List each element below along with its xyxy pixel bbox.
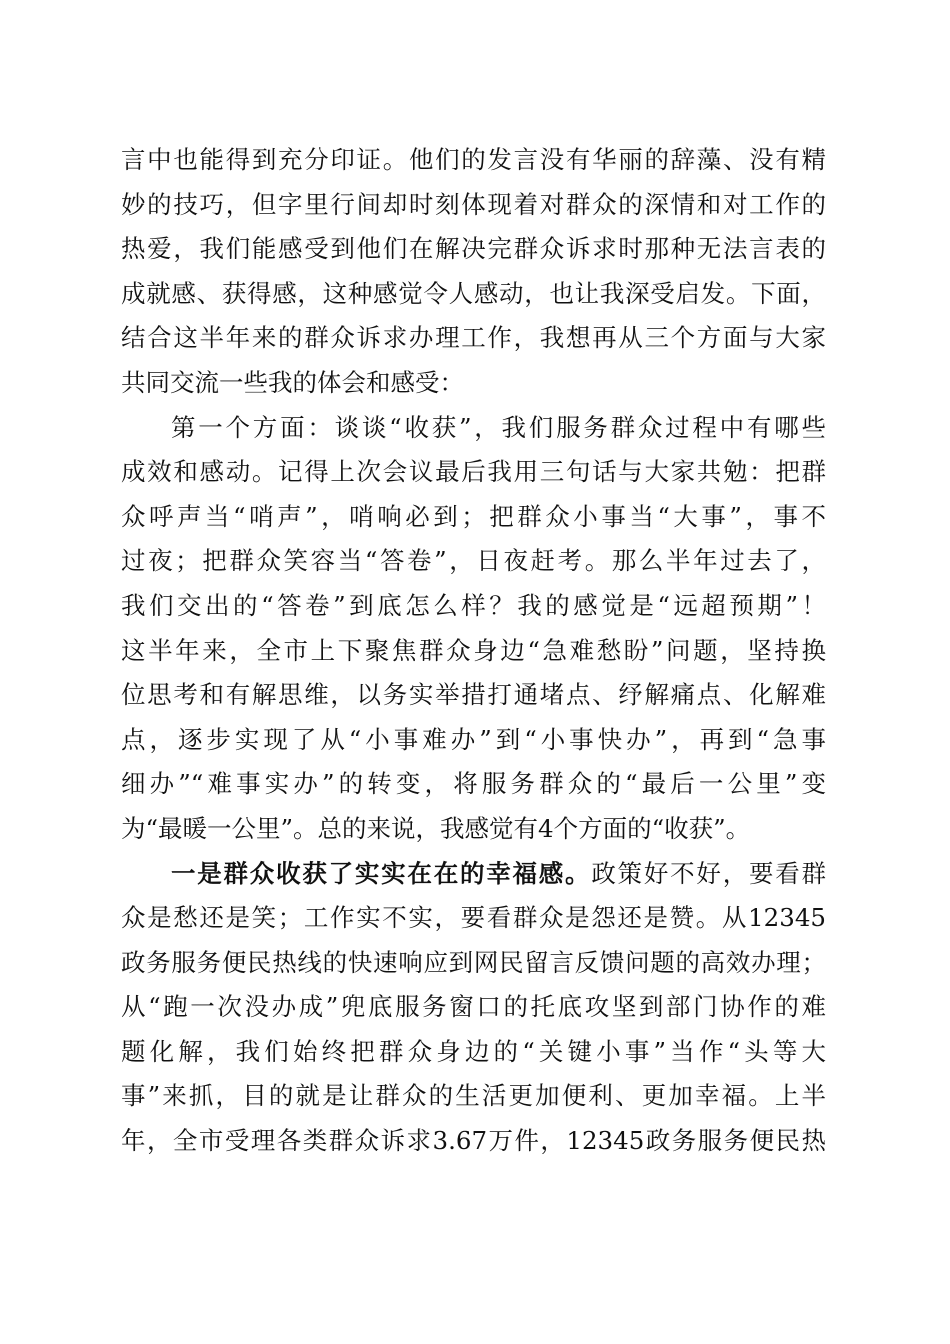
text-line: 众呼声当“哨声”，哨响必到；把群众小事当“大事”，事不 xyxy=(121,501,826,531)
text-line: 细办”“难事实办”的转变，将服务群众的“最后一公里”变 xyxy=(121,769,826,799)
text-line: 言中也能得到充分印证。他们的发言没有华丽的辞藻、没有精 xyxy=(121,145,826,174)
text-line: 热爱，我们能感受到他们在解决完群众诉求时那种无法言表的 xyxy=(121,234,826,264)
text-line: 这半年来，全市上下聚焦群众身边“急难愁盼”问题，坚持换 xyxy=(121,635,826,665)
text-line: 众是愁还是笑；工作实不实，要看群众是怨还是赞。从12345 xyxy=(121,903,826,933)
text-line: 成效和感动。记得上次会议最后我用三句话与大家共勉：把群 xyxy=(121,457,826,487)
text-line xyxy=(121,852,826,897)
text-line: 点，逐步实现了从“小事难办”到“小事快办”，再到“急事 xyxy=(121,724,826,754)
text-line: 共同交流一些我的体会和感受： xyxy=(121,367,464,397)
line-text: 政策好不好，要看群 xyxy=(591,858,826,888)
text-line: 事”来抓，目的就是让群众的生活更加便利、更加幸福。上半 xyxy=(121,1081,826,1111)
bold-lead-text: 一是群众收获了实实在在的幸福感。 xyxy=(171,858,592,888)
text-line: 政务服务便民热线的快速响应到网民留言反馈问题的高效办理； xyxy=(121,947,826,977)
text-line: 第一个方面：谈谈“收获”，我们服务群众过程中有哪些 xyxy=(171,412,826,442)
text-line: 从“跑一次没办成”兜底服务窗口的托底攻坚到部门协作的难 xyxy=(121,992,826,1022)
body-text xyxy=(121,138,826,1164)
text-line: 题化解，我们始终把群众身边的“关键小事”当作“头等大 xyxy=(121,1036,826,1066)
text-line: 年，全市受理各类群众诉求3.67万件，12345政务服务便民热 xyxy=(121,1126,826,1156)
text-line: 我们交出的“答卷”到底怎么样？我的感觉是“远超预期”！ xyxy=(121,590,826,620)
text-line: 位思考和有解思维，以务实举措打通堵点、纾解痛点、化解难 xyxy=(121,680,826,710)
text-line: 结合这半年来的群众诉求办理工作，我想再从三个方面与大家 xyxy=(121,323,826,353)
text-line: 妙的技巧，但字里行间却时刻体现着对群众的深情和对工作的 xyxy=(121,189,826,219)
text-line: 成就感、获得感，这种感觉令人感动，也让我深受启发。下面， xyxy=(121,278,826,308)
text-line: 为“最暖一公里”。总的来说，我感觉有4个方面的“收获”。 xyxy=(121,813,751,843)
text-line: 过夜；把群众笑容当“答卷”，日夜赶考。那么半年过去了， xyxy=(121,546,826,576)
